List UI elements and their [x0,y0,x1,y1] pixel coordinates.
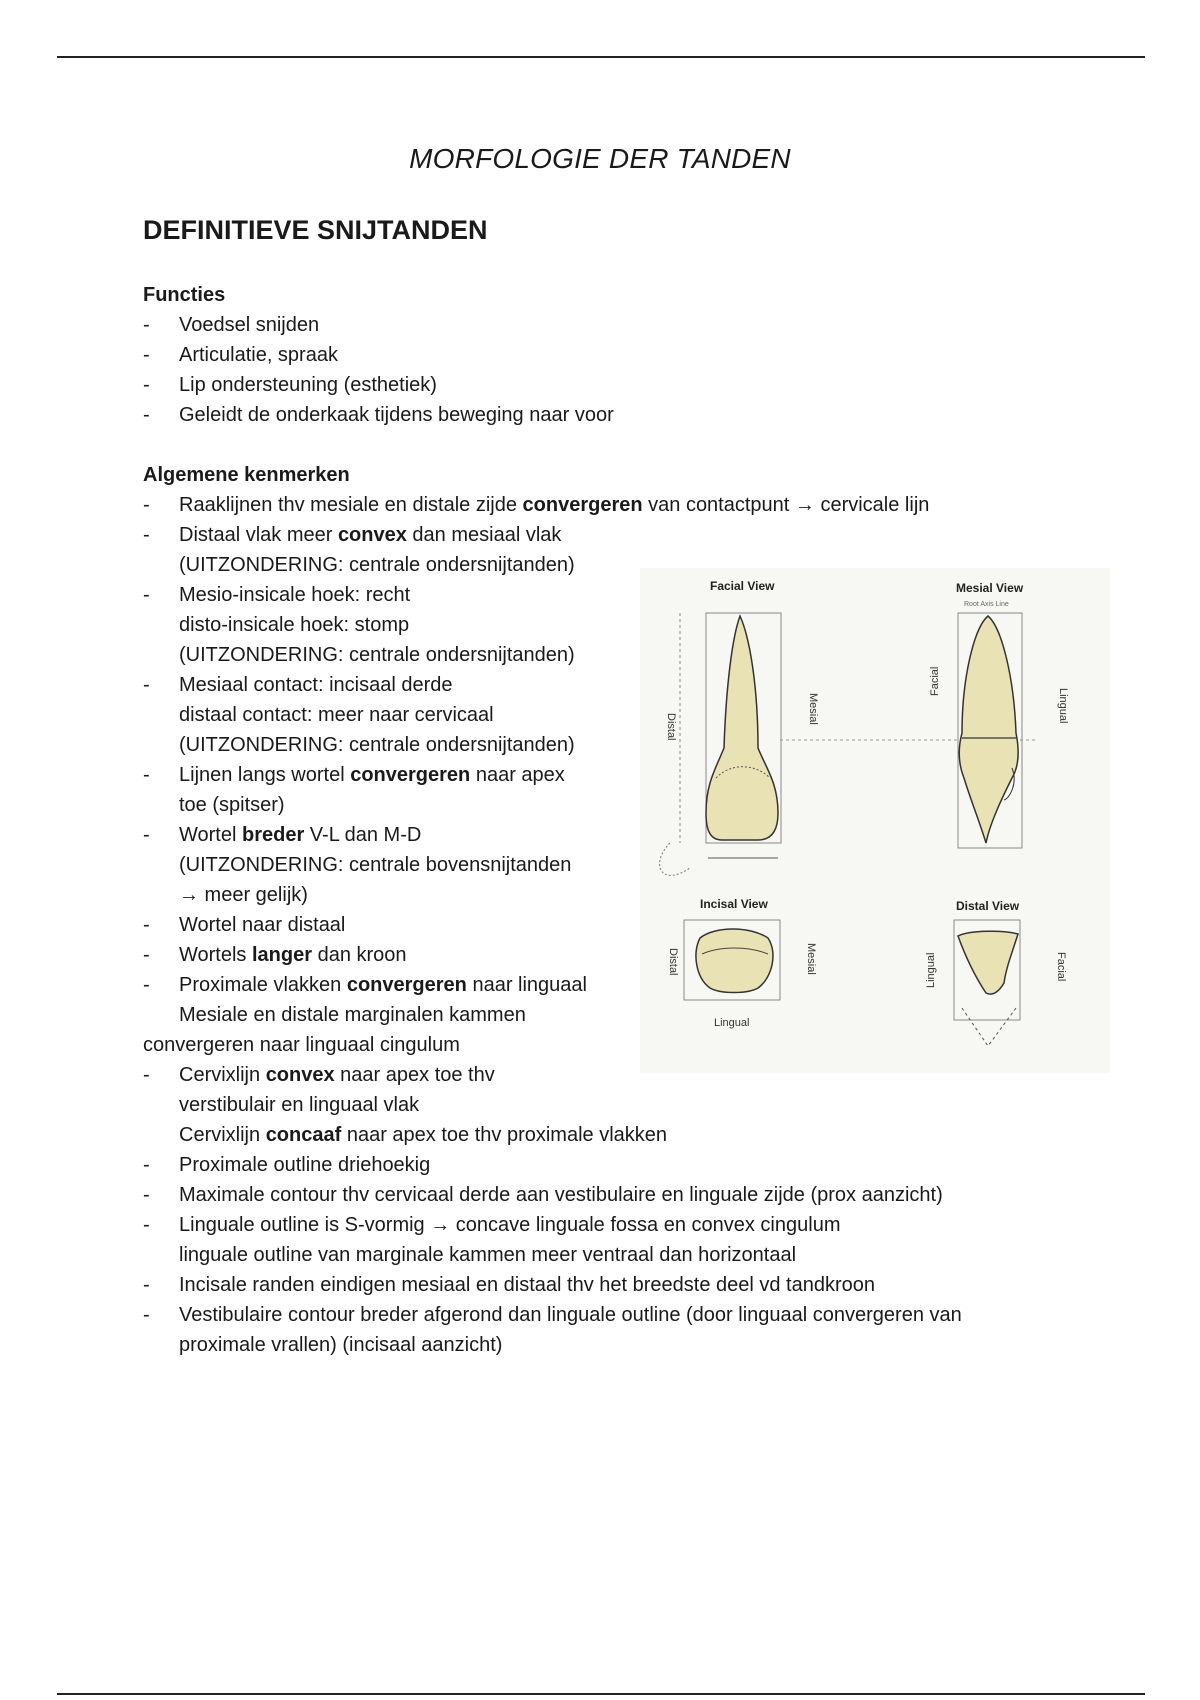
bullet-dash: - [143,1064,150,1086]
list-item [143,1210,1143,1240]
bullet-dash: - [143,974,150,996]
list-item [143,310,1143,340]
list-item-text: Geleidt de onderkaak tijdens beweging naar voor [179,404,614,426]
section-heading: DEFINITIEVE SNIJTANDEN [143,215,488,245]
text-run: Lijnen langs wortel [179,764,351,786]
bullet-dash: - [143,404,150,426]
bullet-dash: - [143,764,150,786]
distal-lingual-label: Lingual [925,952,937,988]
facial-mesial-label: Mesial [807,693,819,725]
continuation-line: (UITZONDERING: centrale bovensnijtanden [179,854,572,876]
bold-term: convergeren [346,974,467,996]
bullet-dash: - [143,584,150,606]
list-item-text [179,760,565,790]
footer-rule [57,1693,1145,1695]
distal-facial-label: Facial [1055,952,1067,982]
distal-view-title: Distal View [956,899,1020,913]
facial-view-title: Facial View [710,579,775,593]
continuation-line: convergeren naar linguaal cingulum [143,1034,460,1056]
list-item-text [179,580,410,610]
header-rule [57,56,1145,58]
bullet-dash: - [143,524,150,546]
bullet-dash: - [143,374,150,396]
text-run: Wortel naar distaal [179,914,346,936]
bullet-dash: - [143,1274,150,1296]
text-run: van contactpunt → cervicale lijn [642,494,930,516]
facial-distal-label: Distal [665,713,677,741]
list-item-text [179,1180,943,1210]
tooth-diagram [640,568,1110,1073]
text-run: Vestibulaire contour breder afgerond dan linguale outline (door linguaal convergeren van [179,1304,962,1326]
text-run: naar linguaal [466,974,587,996]
bullet-dash: - [143,1214,150,1236]
continuation-line: proximale vrallen) (incisaal aanzicht) [179,1334,503,1356]
text-run: naar apex toe thv [334,1064,495,1086]
list-item-text: Voedsel snijden [179,314,320,336]
text-run: Mesiaal contact: incisaal derde [179,674,453,696]
text-run: Proximale outline driehoekig [179,1154,431,1176]
incisal-view-title: Incisal View [700,897,768,911]
list-item-text [179,1270,875,1300]
text-run: dan mesiaal vlak [406,524,562,546]
text-run: Proximale vlakken [179,974,347,996]
continuation-line: Mesiale en distale marginalen kammen [179,1004,526,1026]
list-item-text [179,820,421,850]
text-run: Mesio-insicale hoek: recht [179,584,411,606]
incisal-distal-label: Distal [667,948,679,976]
list-item [143,1180,1143,1210]
list-item [143,1270,1143,1300]
list-item [143,1150,1143,1180]
text-run: V-L dan M-D [304,824,422,846]
mesial-lingual-label: Lingual [1057,688,1069,724]
text-run: Maximale contour thv cervicaal derde aan vestibulaire en linguale zijde (prox aanzicht) [179,1184,943,1206]
bold-term: convex [265,1064,335,1086]
list-item-text [179,490,929,520]
text-run: Wortels [179,944,252,966]
bold-term: convex [337,524,407,546]
list-item-text [179,670,452,700]
list-item-text [179,940,407,970]
list-item-text [179,910,345,940]
list-item-text: Lip ondersteuning (esthetiek) [179,374,437,396]
list-item-text [179,1300,962,1330]
continuation-line: linguale outline van marginale kammen meer ventraal dan horizontaal [179,1244,797,1266]
list-item-text [179,1210,840,1240]
bold-term: breder [241,824,305,846]
text-run: naar apex toe thv proximale vlakken [341,1124,668,1146]
incisal-mesial-label: Mesial [805,943,817,975]
bullet-dash: - [143,944,150,966]
continuation-line: (UITZONDERING: centrale ondersnijtanden) [179,644,575,666]
functies-label: Functies [143,284,226,306]
bullet-dash: - [143,314,150,336]
text-run: Cervixlijn [179,1124,266,1146]
mesial-view-title: Mesial View [956,581,1024,595]
text-run: Raaklijnen thv mesiale en distale zijde [179,494,523,516]
text-run: Incisale randen eindigen mesiaal en distaal thv het breedste deel vd tandkroon [179,1274,876,1296]
continuation-line: disto-insicale hoek: stomp [179,614,410,636]
bullet-dash: - [143,344,150,366]
continuation-line [143,1120,1143,1150]
continuation-line: (UITZONDERING: centrale ondersnijtanden) [179,734,575,756]
list-item-text [179,1060,495,1090]
text-run: naar apex [470,764,565,786]
continuation-line: verstibulair en linguaal vlak [179,1094,420,1116]
list-item [143,490,1143,520]
bullet-dash: - [143,824,150,846]
kenmerken-label: Algemene kenmerken [143,464,350,486]
list-item [143,400,1143,430]
continuation-line: → meer gelijk) [179,884,308,906]
page-title: MORFOLOGIE DER TANDEN [409,143,791,174]
bold-term: convergeren [522,494,643,516]
incisal-tooth [696,929,773,993]
mesial-facial-label: Facial [929,666,941,696]
text-run: Distaal vlak meer [179,524,338,546]
continuation-line: toe (spitser) [179,794,285,816]
list-item [143,1300,1143,1330]
continuation-line: distaal contact: meer naar cervicaal [179,704,494,726]
bold-term: convergeren [350,764,471,786]
text-run: Linguale outline is S-vormig → concave linguale fossa en convex cingulum [179,1214,841,1236]
bullet-dash: - [143,1184,150,1206]
root-axis-label: Root Axis Line [964,601,1009,608]
list-item-text [179,1150,430,1180]
bullet-dash: - [143,1154,150,1176]
list-item [143,520,1143,550]
bold-term: concaaf [265,1124,342,1146]
bullet-dash: - [143,914,150,936]
bullet-dash: - [143,1304,150,1326]
list-item-text [179,520,561,550]
bullet-dash: - [143,494,150,516]
list-item-text: Articulatie, spraak [179,344,338,366]
list-item [143,370,1143,400]
bullet-dash: - [143,674,150,696]
text-run: Wortel [179,824,242,846]
incisal-lingual-label: Lingual [714,1017,750,1029]
list-item [143,340,1143,370]
functies-list [143,310,1143,430]
text-run: Cervixlijn [179,1064,266,1086]
bold-term: langer [251,944,313,966]
list-item-text [179,970,587,1000]
text-run: dan kroon [312,944,407,966]
continuation-line: (UITZONDERING: centrale ondersnijtanden) [179,554,575,576]
